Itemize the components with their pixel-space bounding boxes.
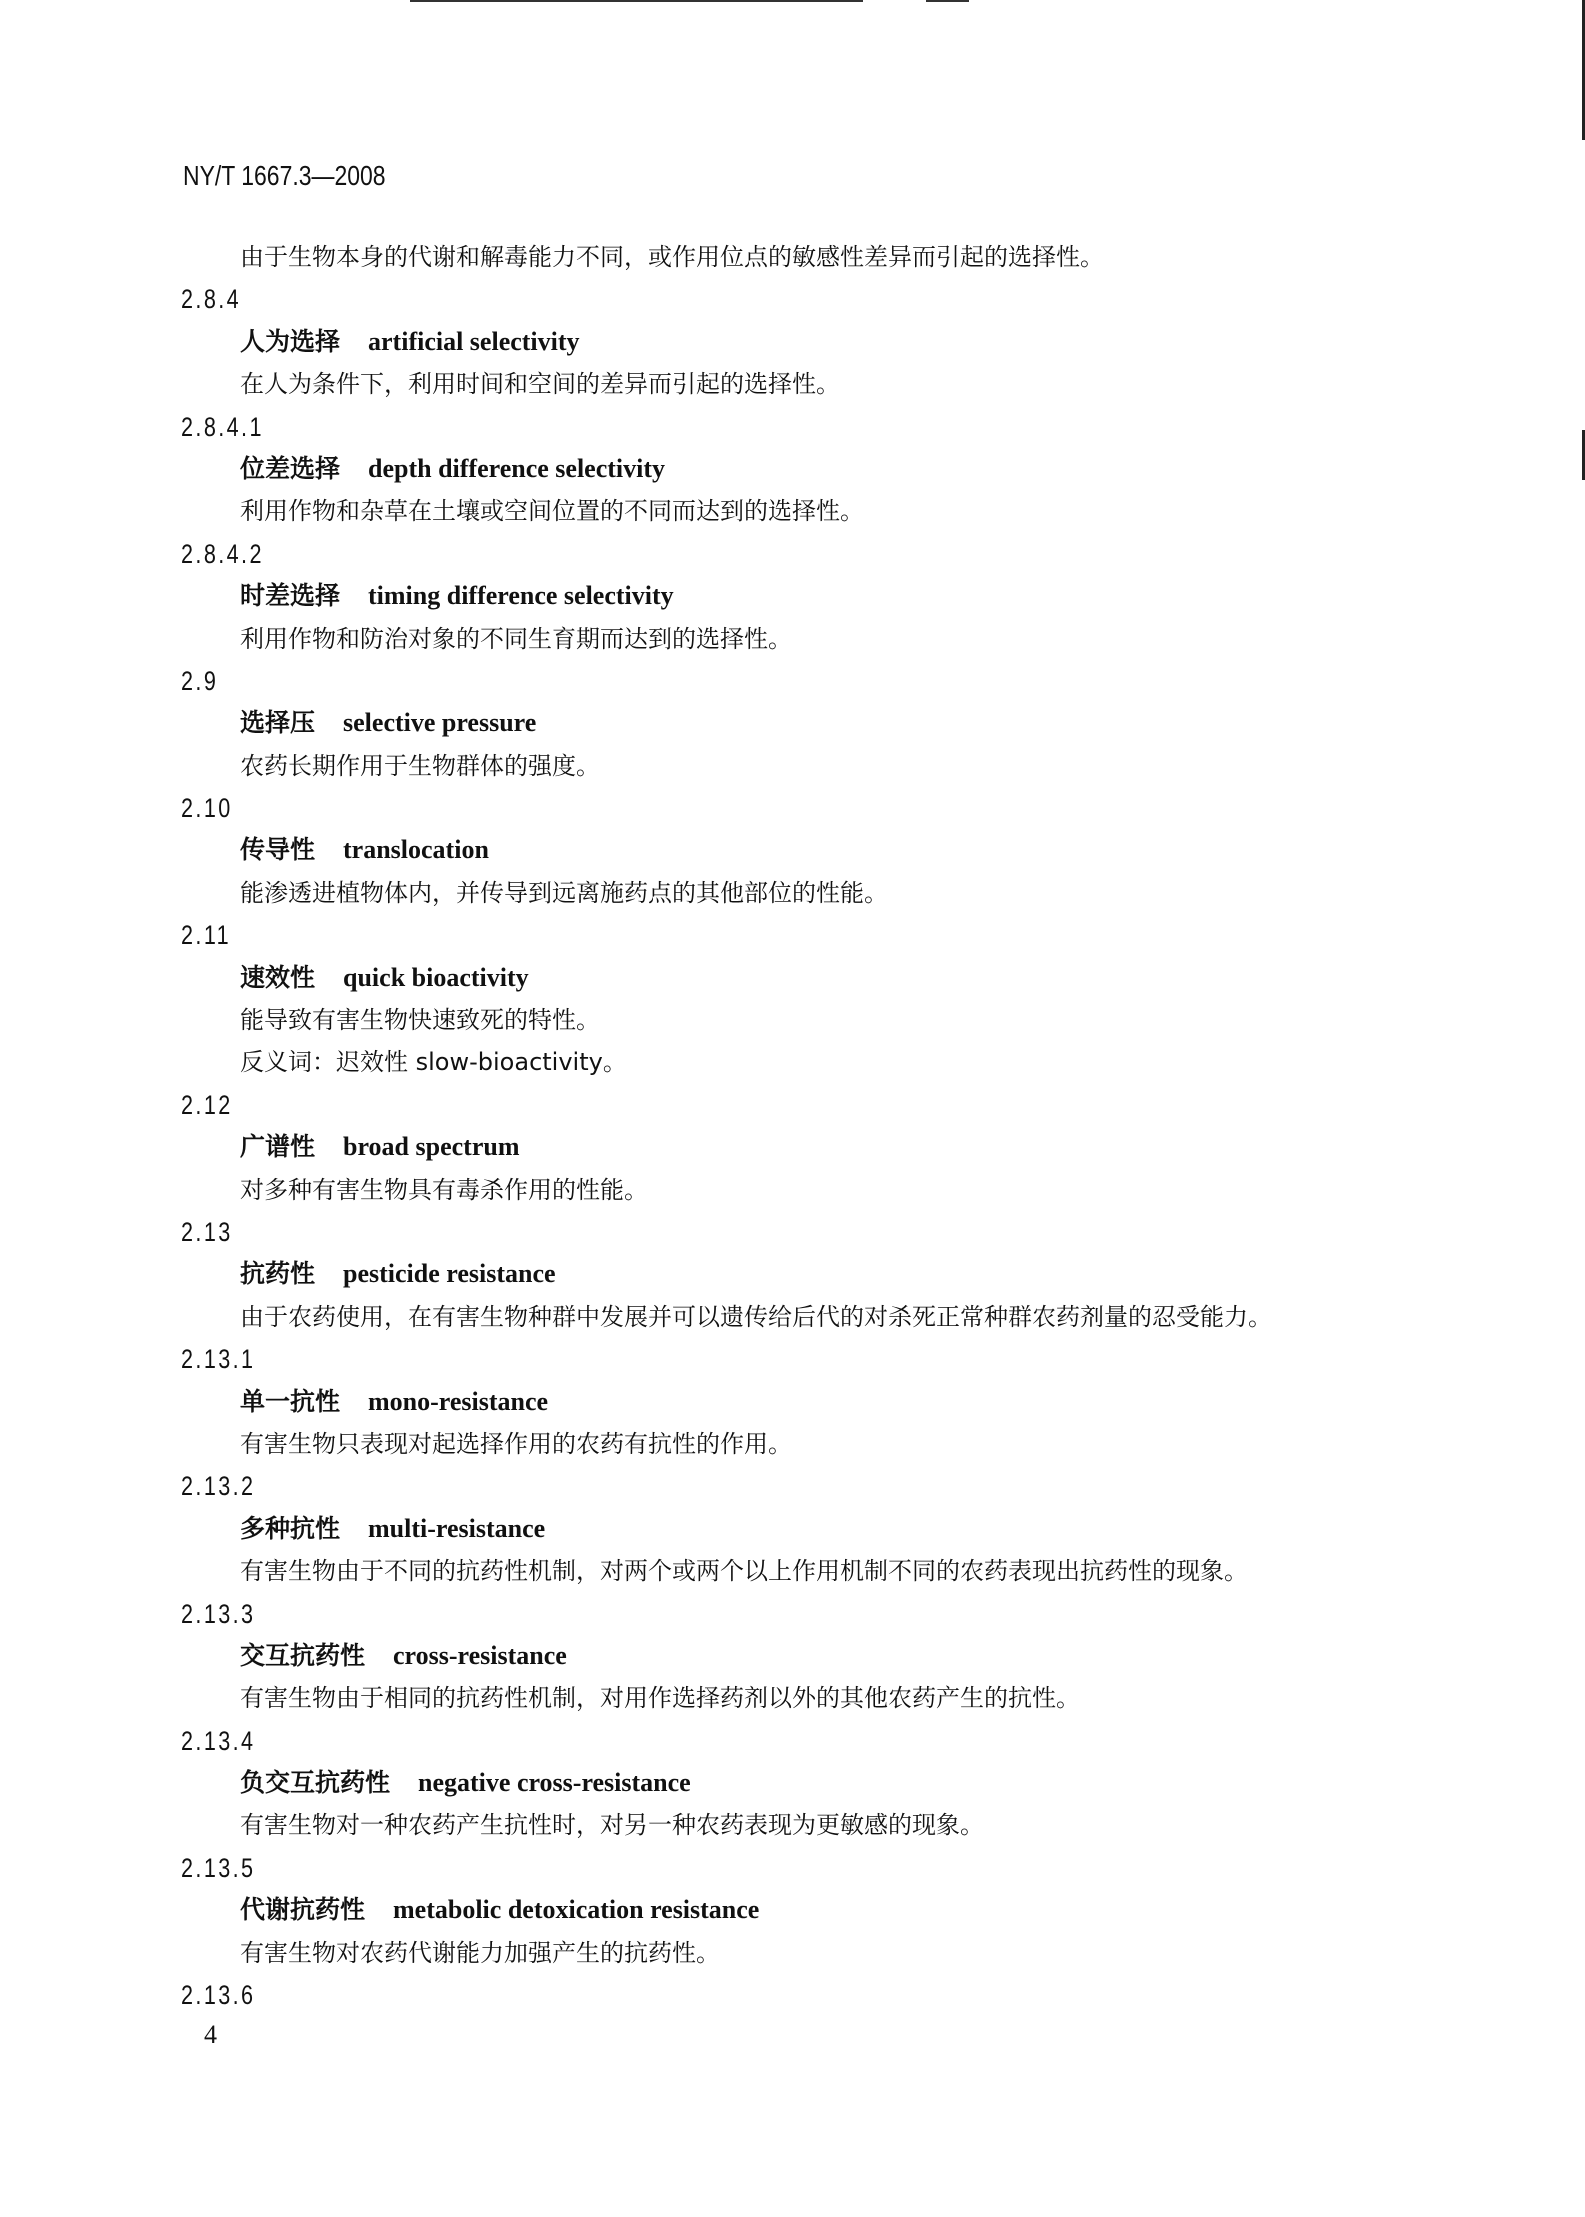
continued-definition: 由于生物本身的代谢和解毒能力不同，或作用位点的敏感性差异而引起的选择性。 xyxy=(240,243,1104,271)
clause-number-text: 2.8.4.2 xyxy=(181,538,264,569)
term-english: depth difference selectivity xyxy=(368,453,666,483)
term-heading xyxy=(181,1126,1481,1168)
term-definition: 对多种有害生物具有毒杀作用的性能。 xyxy=(240,1175,648,1204)
term-heading xyxy=(181,702,1481,744)
term-english: mono-resistance xyxy=(368,1386,549,1416)
term-definition: 有害生物由于不同的抗药性机制，对两个或两个以上作用机制不同的农药表现出抗药性的现象。 xyxy=(240,1557,1248,1586)
clause-number-text: 2.13 xyxy=(181,1216,233,1247)
term-chinese: 时差选择 xyxy=(240,581,341,611)
term-chinese: 负交互抗药性 xyxy=(240,1768,391,1798)
page-number: 4 xyxy=(204,2020,217,2049)
term-english: quick bioactivity xyxy=(343,962,529,992)
clause-number-text: 2.9 xyxy=(181,665,219,696)
clause-number-text: 2.11 xyxy=(181,920,232,951)
clause-number xyxy=(181,1211,1481,1253)
clause-number-text: 2.8.4 xyxy=(181,284,242,315)
term-chinese: 位差选择 xyxy=(240,453,341,483)
term-heading xyxy=(181,448,1481,490)
term-chinese: 传导性 xyxy=(240,835,316,865)
term-english: selective pressure xyxy=(343,708,537,738)
term-chinese: 人为选择 xyxy=(240,326,341,356)
clause-number-text: 2.8.4.1 xyxy=(181,411,264,442)
term-chinese: 代谢抗药性 xyxy=(240,1895,366,1925)
term-english: timing difference selectivity xyxy=(368,581,674,611)
term-definition: 农药长期作用于生物群体的强度。 xyxy=(240,751,600,780)
term-definition: 利用作物和杂草在土壤或空间位置的不同而达到的选择性。 xyxy=(240,497,864,526)
clause-number-text: 2.13.3 xyxy=(181,1598,256,1629)
term-chinese: 广谱性 xyxy=(240,1132,316,1162)
term-heading xyxy=(181,575,1481,617)
clause-number-text: 2.12 xyxy=(181,1089,233,1120)
term-definition: 能渗透进植物体内，并传导到远离施药点的其他部位的性能。 xyxy=(240,878,888,907)
term-heading xyxy=(181,1253,1481,1295)
term-english: artificial selectivity xyxy=(368,326,580,356)
term-english: pesticide resistance xyxy=(343,1259,556,1289)
term-english: negative cross-resistance xyxy=(418,1768,691,1798)
term-definition: 有害生物对一种农药产生抗性时，对另一种农药表现为更敏感的现象。 xyxy=(240,1811,984,1840)
term-definition: 反义词：迟效性 slow-bioactivity。 xyxy=(240,1048,627,1077)
term-heading xyxy=(181,1889,1481,1931)
term-chinese: 多种抗性 xyxy=(240,1513,341,1543)
term-chinese: 抗药性 xyxy=(240,1259,316,1289)
term-heading xyxy=(181,829,1481,871)
clause-number xyxy=(181,1465,1481,1507)
clause-number xyxy=(181,787,1481,829)
clause-number xyxy=(181,1338,1481,1380)
clause-number-text: 2.13.5 xyxy=(181,1852,256,1883)
clause-number xyxy=(181,1593,1481,1635)
term-definition: 在人为条件下，利用时间和空间的差异而引起的选择性。 xyxy=(240,370,840,399)
term-english: cross-resistance xyxy=(393,1640,567,1670)
clause-number-text: 2.13.6 xyxy=(181,1980,256,2011)
term-heading xyxy=(181,321,1481,363)
clause-number xyxy=(181,1974,1481,2016)
term-definition: 能导致有害生物快速致死的特性。 xyxy=(240,1006,600,1035)
term-chinese: 选择压 xyxy=(240,708,316,738)
clause-number xyxy=(181,660,1481,702)
term-english: metabolic detoxication resistance xyxy=(393,1895,760,1925)
term-heading xyxy=(181,1508,1481,1550)
clause-number-text: 2.13.2 xyxy=(181,1471,256,1502)
term-heading xyxy=(181,1635,1481,1677)
clause-number xyxy=(181,1847,1481,1889)
term-definition: 有害生物对农药代谢能力加强产生的抗药性。 xyxy=(240,1938,720,1967)
scan-top-rule xyxy=(410,0,863,2)
term-english: broad spectrum xyxy=(343,1132,520,1162)
clause-number-text: 2.10 xyxy=(181,793,233,824)
clause-number-text: 2.13.1 xyxy=(181,1344,256,1375)
clause-number xyxy=(181,278,1481,320)
term-definition: 有害生物由于相同的抗药性机制，对用作选择药剂以外的其他农药产生的抗性。 xyxy=(240,1684,1080,1713)
clause-number xyxy=(181,914,1481,956)
clause-number xyxy=(181,406,1481,448)
term-definition: 由于农药使用，在有害生物种群中发展并可以遗传给后代的对杀死正常种群农药剂量的忍受能力。 xyxy=(240,1302,1272,1331)
clause-number xyxy=(181,1084,1481,1126)
scan-top-rule xyxy=(926,0,969,2)
standard-code-header: NY/T 1667.3—2008 xyxy=(183,160,386,191)
clause-number-text: 2.13.4 xyxy=(181,1725,256,1756)
term-heading xyxy=(181,957,1481,999)
term-chinese: 速效性 xyxy=(240,962,316,992)
term-heading xyxy=(181,1381,1481,1423)
term-heading xyxy=(181,1762,1481,1804)
term-chinese: 单一抗性 xyxy=(240,1386,341,1416)
clause-number xyxy=(181,1720,1481,1762)
document-body xyxy=(181,236,1481,2016)
term-definition: 有害生物只表现对起选择作用的农药有抗性的作用。 xyxy=(240,1429,792,1458)
term-definition: 利用作物和防治对象的不同生育期而达到的选择性。 xyxy=(240,624,792,653)
term-english: multi-resistance xyxy=(368,1513,546,1543)
term-chinese: 交互抗药性 xyxy=(240,1640,366,1670)
clause-number xyxy=(181,533,1481,575)
term-english: translocation xyxy=(343,835,489,865)
